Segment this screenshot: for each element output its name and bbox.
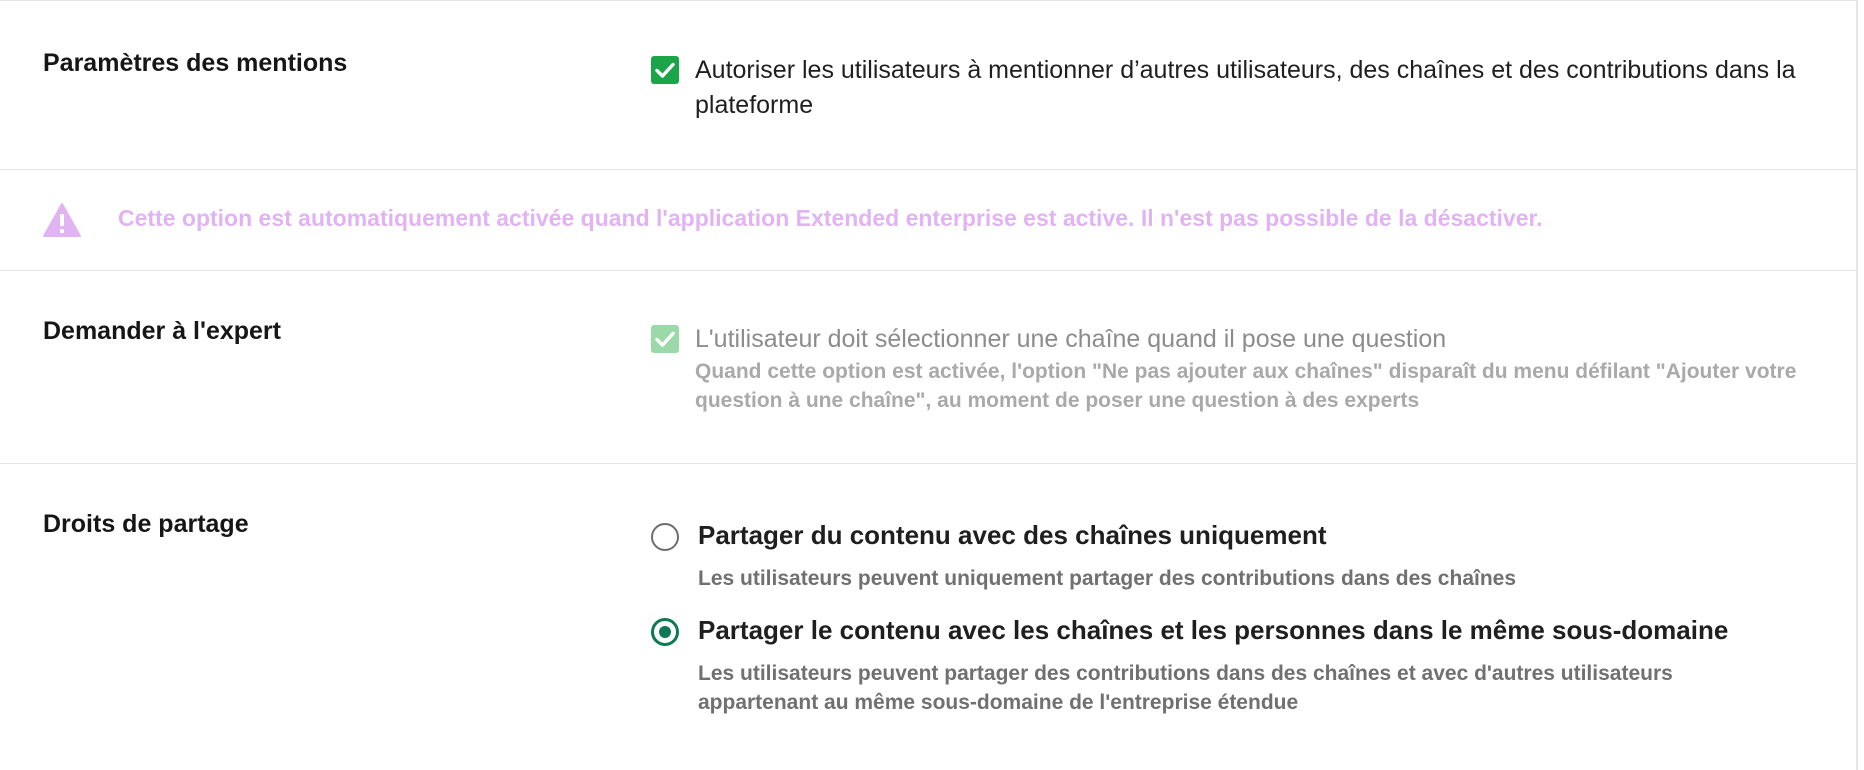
warning-triangle-icon (42, 202, 82, 238)
divider (0, 463, 1858, 464)
ask-expert-checkbox[interactable] (651, 325, 679, 353)
ask-expert-description: Quand cette option est activée, l'option "Ne pas ajouter aux chaînes" disparaît du menu défilant "Ajouter votre question à une chaîne", au moment de poser une question à des experts (695, 360, 1797, 412)
checkmark-icon (651, 325, 679, 353)
share-channels-only-label[interactable]: Partager du contenu avec des chaînes uniquement (698, 520, 1327, 550)
share-channels-and-subdomain-radio[interactable] (651, 618, 679, 646)
share-channels-only-radio[interactable] (651, 523, 679, 551)
divider (0, 270, 1858, 271)
share-channels-and-subdomain-description: Les utilisateurs peuvent partager des contributions dans des chaînes et avec d'autres utilisateurs appartenant au même sous-domaine de l'entreprise étendue (698, 662, 1673, 714)
checkmark-icon (651, 56, 679, 84)
ask-expert-section-title: Demander à l'expert (43, 317, 281, 345)
share-channels-only-description: Les utilisateurs peuvent uniquement partager des contributions dans des chaînes (698, 567, 1517, 590)
divider (0, 0, 1858, 1)
radio-selected-dot (659, 626, 671, 638)
share-channels-and-subdomain-label[interactable]: Partager le contenu avec les chaînes et les personnes dans le même sous-domaine (698, 615, 1729, 645)
extended-enterprise-warning-text: Cette option est automatiquement activée quand l'application Extended enterprise est active. Il n'est pas possible de la désactiver. (118, 205, 1543, 231)
mentions-section-title: Paramètres des mentions (43, 49, 348, 77)
sharing-section-title: Droits de partage (43, 510, 249, 538)
mentions-checkbox[interactable] (651, 56, 679, 84)
divider (0, 169, 1858, 170)
mentions-checkbox-label[interactable]: Autoriser les utilisateurs à mentionner d’autres utilisateurs, des chaînes et des contributions dans la plateforme (695, 56, 1796, 119)
ask-expert-checkbox-label[interactable]: L'utilisateur doit sélectionner une chaîne quand il pose une question (695, 325, 1447, 353)
